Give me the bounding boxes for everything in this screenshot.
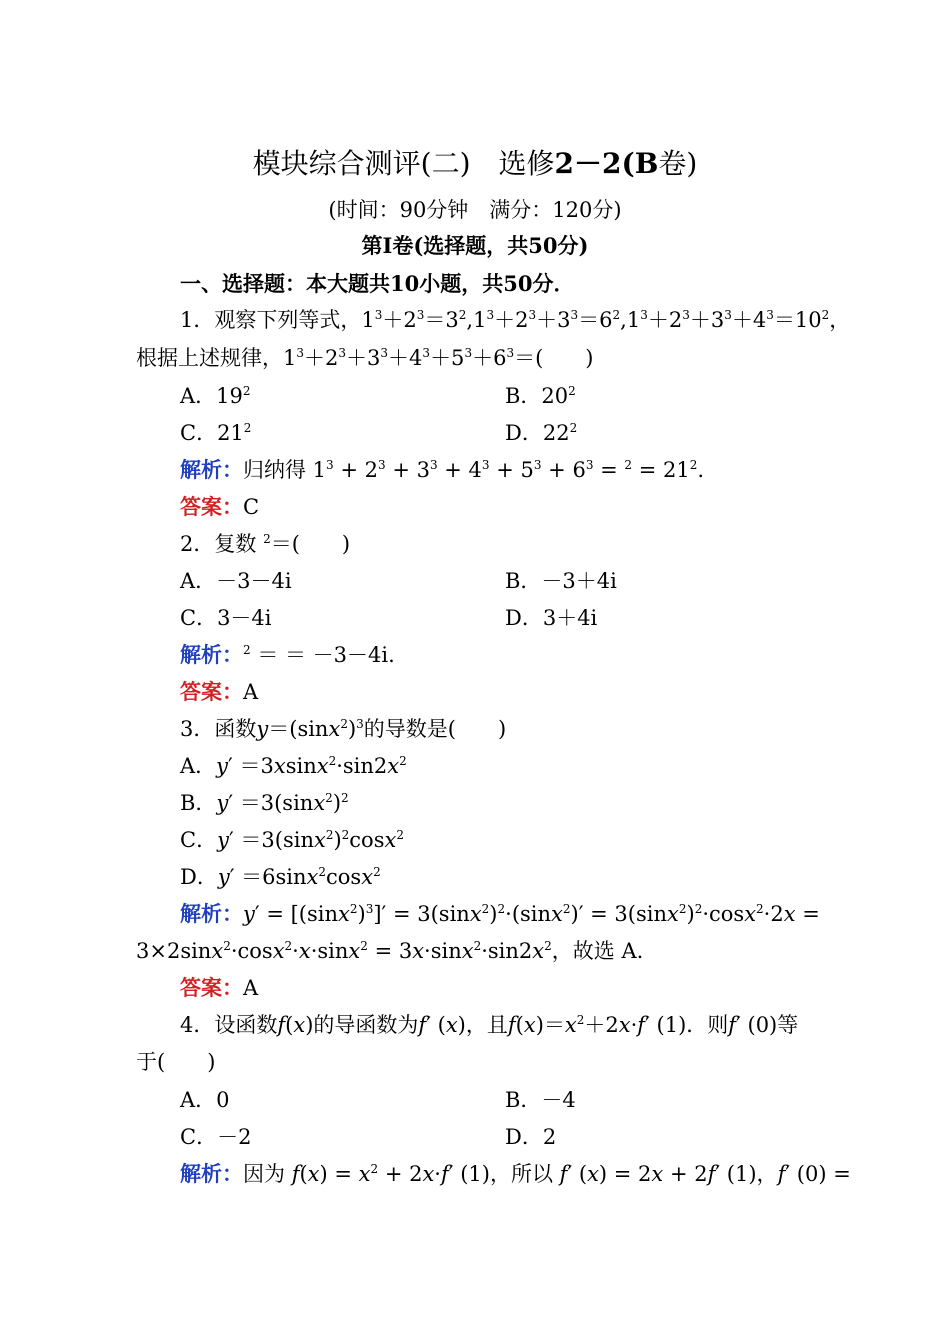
title-sub-end: 卷)	[658, 147, 698, 180]
q3-option-c-label: C．	[180, 828, 218, 852]
q3-answer-value: A	[243, 976, 259, 1000]
time-info: (时间：90分钟 满分：120分)	[328, 198, 622, 222]
q4-stem-pre: 设函数	[214, 1013, 278, 1037]
q2-stem-end: ＝( )	[270, 532, 351, 556]
q2-analysis: 解析：$^2$ ＝ ＝ －3－4i.	[180, 642, 395, 667]
q4-stem-then: ．则	[686, 1013, 729, 1037]
q3-answer	[180, 974, 258, 1002]
q2-number: 2．	[180, 532, 215, 556]
q3-number: 3．	[180, 717, 215, 741]
q4-analysis-mid: ，所以	[489, 1162, 553, 1186]
q1-option-d: D．$22^2$	[505, 421, 578, 445]
answer-label: 答案：	[180, 494, 243, 519]
q3-option-b-label: B．	[180, 791, 217, 815]
analysis-label: 解析：	[180, 642, 243, 667]
q1-answer	[180, 493, 259, 521]
q4-stem-equals: 等	[777, 1013, 799, 1037]
q2-analysis-text: ＝ ＝ －3－4i.	[257, 643, 395, 667]
q3-option-b: B．$y' =3(\sin x^2)^2$	[180, 791, 349, 815]
q2-option-b: B．－3＋4i	[505, 569, 617, 593]
q3-stem-pre: 函数	[214, 717, 257, 741]
q3-option-a-label: A．	[180, 754, 217, 778]
title-sub-pre: 选修	[498, 147, 555, 180]
q3-analysis-line2: $3\times 2\sin x^2\cdot\cos x^2\cdot x\cdot\sin x^2 = 3x\cdot\sin x^2\cdot\sin 2x^2$，故选 A.	[136, 939, 644, 963]
q1-option-b: B．$20^2$	[505, 384, 576, 408]
q4-analysis-pre: 因为	[243, 1162, 285, 1186]
q2-option-d: D．3＋4i	[505, 606, 598, 630]
q2-option-a: A．－3－4i	[180, 569, 292, 593]
q1-stem: 1．观察下列等式，$1^3+2^3=3^2,1^3+2^3+3^3=6^2,1^3+2^3+3^3+4^3=10^2$，	[180, 308, 851, 332]
title-main: 模块综合测评(二)	[252, 147, 471, 180]
title-sub-bold: 2－2(B	[554, 147, 659, 180]
answer-label: 答案：	[180, 679, 243, 704]
q3-option-d-label: D．	[180, 865, 218, 889]
analysis-label: 解析：	[180, 1161, 243, 1186]
page-title	[0, 146, 950, 182]
q4-option-d: D．2	[505, 1125, 557, 1149]
q1-option-c-text: C．21	[180, 421, 244, 445]
q1-option-c: C．$21^2$	[180, 421, 252, 445]
q1-option-d-text: D．22	[505, 421, 570, 445]
q3-analysis: 解析：$y' = [(\sin x^2)^3]' = 3(\sin x^2)^2\cdot(\sin x^2)' = 3(\sin x^2)^2\cdot\cos x^2\cdot 2x$ =	[180, 901, 820, 926]
answer-label: 答案：	[180, 975, 243, 1000]
q2-option-c: C．3－4i	[180, 606, 272, 630]
q3-option-d: D．y′ ＝6sinx$^2$cosx$^2$	[180, 865, 381, 889]
section-heading: 一、选择题：本大题共10小题，共50分．	[180, 271, 575, 296]
q4-option-c: C．－2	[180, 1125, 252, 1149]
q4-stem-line2: 于( )	[136, 1050, 216, 1074]
q3-option-c: C．$y' =3(\sin x^2)^2\cos x^2$	[180, 828, 404, 852]
q2-answer	[180, 678, 258, 706]
q4-number: 4．	[180, 1013, 215, 1037]
q4-option-a: A．0	[180, 1088, 230, 1112]
q4-stem-mid: 的导函数为	[313, 1013, 419, 1037]
q4-stem-after: ，且	[465, 1013, 508, 1037]
q3-stem: 3．函数$y=(\sin x^2)^3$的导数是( )	[180, 717, 507, 741]
analysis-label: 解析：	[180, 457, 243, 482]
q3-option-a: A．$y' =3xsinx^2\cdot\sin 2x^2$	[180, 754, 407, 778]
q2-stem-text: 复数	[214, 532, 257, 556]
q1-stem-line2: 根据上述规律，$1^3+2^3+3^3+4^3+5^3+6^3=$( )	[136, 346, 594, 370]
q4-option-b: B．－4	[505, 1088, 576, 1112]
q1-option-b-text: B．20	[505, 384, 569, 408]
q1-number: 1．	[180, 308, 215, 332]
q1-option-a: A．$19^2$	[180, 384, 251, 408]
q1-option-a-text: A．19	[180, 384, 243, 408]
analysis-label: 解析：	[180, 901, 243, 926]
q2-stem: 2．复数 $^2$＝( )	[180, 532, 351, 556]
q3-stem-suffix: 的导数是( )	[363, 717, 507, 741]
q4-stem: 4．设函数f(x)的导函数为f′ (x)，且$f(x)=x^2+2x\cdot f'$ (1)．则f′ (0)等	[180, 1013, 799, 1037]
q4-analysis: 解析：因为 $f(x) = x^2 + 2x\cdot f'$ (1)，所以 f′ (x) = 2x + 2f′ (1)，f′ (0) =	[180, 1161, 851, 1186]
q2-answer-value: A	[243, 680, 259, 704]
part-title: 第Ⅰ卷(选择题，共50分)	[361, 233, 589, 258]
q1-answer-value: C	[243, 495, 260, 519]
q1-analysis: 解析：归纳得 $1^3 + 2^3 + 3^3 + 4^3 + 5^3 + 6^3 = ^2 = 21^2$.	[180, 457, 705, 482]
q3-analysis-end: ，故选 A.	[551, 939, 644, 963]
